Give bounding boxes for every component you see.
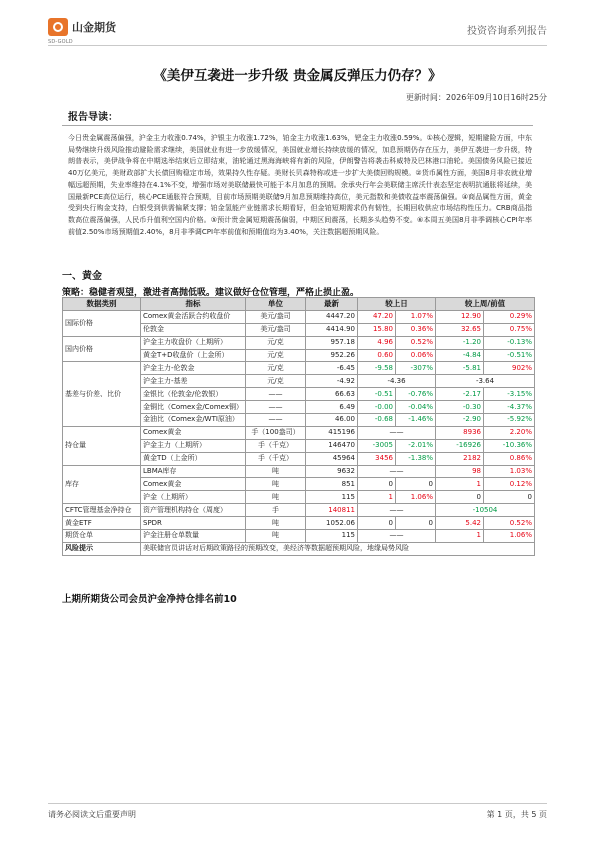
row-unit: 元/克 [246,349,306,362]
guide-text: 今日贵金属震荡偏强，沪金主力收涨0.74%，沪银主力收涨1.72%，铂金主力收涨1.63%，钯金主力收涨0.59%。①核心逻辑，短期避险方面，中东局势继续升级风险推动避险需求继续，美国就业有进一步放缓情况，美国就业增长持续放缓的情况，加息预期仍存在压力，美伊互袭进一步升级，特朗普表示，美伊战争将在中期选举结束后立即结束，油轮通过黑海海峡将有新的风险，伊朗警告将袭击科威特及巴林港口油轮。美国债务风险已接近40万亿美元，美财政部扩大长债回购稳定市场，效果持久性存疑。美财长贝森特称或进一步扩大美债回购规模。②货币属性方面，美国8月非农就业增幅远超预期，失业率维持在4.1%不变，增强市场对美联储最快可能于本月加息的预期。余承央行年会美联储主席沃什表态坚定表明抗通胀将延续，美国最新PCE高位运行，核心PCE通胀符合预期，目前市场预期美联储9月加息预期维持高位，美元指数和美债收益率震荡偏强。④商品属性方面，黄金受到央行购金支持，白银受到供需偏紧支撑；铂金氢能产业链需求长期看好，但金铂短期需求仍有韧性，长期回收供应市场结构性压力。CRB商品指数高位震荡偏强，人民币升值利空国内价格。⑤预计贵金属短期震荡偏弱，中期区间震荡，长期多头趋势不变。⑥本周五美国8月非季调核心CPI年率前值2.50%市场预期值2.40%，8月非季调CPI年率前值和预期值均为3.40%，关注数据超预期风险。 [68,133,532,236]
row-week-change-abs: 32.65 [436,323,484,336]
row-day-change-abs: 1 [358,491,396,504]
row-category: 持仓量 [63,426,141,465]
row-unit: 吨 [246,491,306,504]
row-indicator: 沪金主力收盘价（上期所） [141,336,246,349]
risk-row [63,542,535,555]
table-row [63,426,535,439]
row-day-change-abs: -3005 [358,439,396,452]
guide-heading: 报告导读： [68,112,118,123]
table-row [63,504,535,517]
row-week-change-pct: 0.12% [484,478,535,491]
row-unit: 手（千克） [246,439,306,452]
row-unit: —— [246,414,306,427]
row-indicator: Comex黄金 [141,478,246,491]
header-week-change: 较上周/前值 [436,298,535,311]
row-day-change: —— [358,504,436,517]
row-unit: 美元/盎司 [246,323,306,336]
row-latest: 4414.90 [306,323,358,336]
row-week-change-abs: 2182 [436,452,484,465]
row-latest: 46.00 [306,414,358,427]
row-day-change: -4.36 [358,375,436,388]
row-day-change: —— [358,426,436,439]
row-week-change-abs: -16926 [436,439,484,452]
guide-top-divider [62,125,533,126]
risk-text: 美联储官员讲话对后期政策路径的预期改变，美经济等数据超预期风险，地缘局势风险 [141,542,535,555]
row-day-change-abs: 0 [358,517,396,530]
row-unit: 手（100盎司） [246,426,306,439]
footer-disclaimer: 请务必阅读文后重要声明 [48,810,136,819]
row-week-change-pct: 0.52% [484,517,535,530]
row-week-change-abs: -2.17 [436,388,484,401]
row-week-change-abs: 8936 [436,426,484,439]
row-week-change-pct: 1.03% [484,465,535,478]
table-row [63,517,535,530]
row-week-change-pct: 2.20% [484,426,535,439]
row-indicator: 金铜比（Comex金/Comex铜） [141,401,246,414]
row-latest: 415196 [306,426,358,439]
row-day-change-abs: 15.80 [358,323,396,336]
row-unit: 手（千克） [246,452,306,465]
report-title: 《美伊互袭进一步升级 贵金属反弹压力仍存？》 [153,68,442,84]
row-unit: 美元/盎司 [246,310,306,323]
row-week-change-pct: 1.06% [484,530,535,543]
row-latest: -6.45 [306,362,358,375]
row-indicator: Comex黄金活跃合约收盘价 [141,310,246,323]
row-day-change-pct: 1.07% [396,310,436,323]
row-latest: 115 [306,491,358,504]
table-row [63,465,535,478]
row-week-change-abs: 1 [436,530,484,543]
row-latest: 957.18 [306,336,358,349]
row-latest: 146470 [306,439,358,452]
logo-text: 山金期货 [72,21,116,34]
row-week-change-pct: -0.51% [484,349,535,362]
row-unit: 手 [246,504,306,517]
row-week-change: -3.64 [436,375,535,388]
footer-divider [48,803,547,804]
logo-subtext: SD-GOLD [48,39,73,45]
top10-title: 上期所期货公司会员沪金净持仓排名前10 [62,594,237,605]
row-unit: 元/克 [246,336,306,349]
row-day-change-pct: 0 [396,517,436,530]
row-latest: 45964 [306,452,358,465]
table-row [63,336,535,349]
row-category: 黄金ETF [63,517,141,530]
row-week-change-abs: 0 [436,491,484,504]
footer-page: 第 1 页，共 5 页 [486,810,547,819]
row-latest: 4447.20 [306,310,358,323]
row-category: 库存 [63,465,141,504]
table-body [63,310,535,542]
row-week-change-abs: -5.81 [436,362,484,375]
row-day-change-abs: 3456 [358,452,396,465]
row-week-change-abs: 98 [436,465,484,478]
row-day-change-abs: -9.58 [358,362,396,375]
row-week-change-pct: -10.36% [484,439,535,452]
row-unit: 吨 [246,517,306,530]
row-day-change: —— [358,465,436,478]
table-row [63,530,535,543]
row-category: 国际价格 [63,310,141,336]
row-week-change-abs: -1.20 [436,336,484,349]
row-day-change-abs: 0.60 [358,349,396,362]
row-day-change-pct: 0.52% [396,336,436,349]
row-indicator: 沪金主力-基差 [141,375,246,388]
row-indicator: 金油比（Comex金/WTI原油） [141,414,246,427]
row-unit: 吨 [246,478,306,491]
row-day-change-pct: -2.01% [396,439,436,452]
row-day-change-pct: -307% [396,362,436,375]
gold-data-table [62,297,535,556]
row-latest: 9632 [306,465,358,478]
row-week-change-abs: -2.90 [436,414,484,427]
row-week-change-pct: -5.92% [484,414,535,427]
row-day-change-abs: -0.68 [358,414,396,427]
row-week-change-abs: 12.90 [436,310,484,323]
row-indicator: LBMA库存 [141,465,246,478]
row-week-change-pct: 0.75% [484,323,535,336]
row-day-change-abs: 4.96 [358,336,396,349]
row-latest: 952.26 [306,349,358,362]
header-day-change: 较上日 [358,298,436,311]
row-indicator: 沪金主力（上期所） [141,439,246,452]
row-day-change-pct: 1.06% [396,491,436,504]
row-indicator: 沪金主力-伦敦金 [141,362,246,375]
row-category: 期货仓单 [63,530,141,543]
row-indicator: 资产管理机构持仓（周度） [141,504,246,517]
section-title: 一、黄金 [62,271,102,282]
row-day-change: —— [358,530,436,543]
row-day-change-abs: -0.51 [358,388,396,401]
row-day-change-pct: -0.04% [396,401,436,414]
row-indicator: 沪金注册仓单数量 [141,530,246,543]
row-indicator: SPDR [141,517,246,530]
row-indicator: 黄金TD（上金所） [141,452,246,465]
row-unit: 元/克 [246,375,306,388]
row-week-change-pct: 0.29% [484,310,535,323]
row-latest: 115 [306,530,358,543]
row-latest: 851 [306,478,358,491]
row-latest: 66.63 [306,388,358,401]
row-category: CFTC管理基金净持仓 [63,504,141,517]
row-day-change-pct: 0 [396,478,436,491]
header-indicator: 指标 [141,298,246,311]
row-week-change-pct: -3.15% [484,388,535,401]
row-category: 国内价格 [63,336,141,362]
row-indicator: 伦敦金 [141,323,246,336]
table-header-row [63,298,535,311]
header-category: 数据类别 [63,298,141,311]
row-latest: -4.92 [306,375,358,388]
row-day-change-abs: 0 [358,478,396,491]
row-day-change-pct: -0.76% [396,388,436,401]
row-day-change-pct: 0.36% [396,323,436,336]
row-week-change-abs: -0.30 [436,401,484,414]
logo-mark-icon [48,18,68,36]
row-latest: 140811 [306,504,358,517]
row-week-change-pct: 0.86% [484,452,535,465]
update-time: 更新时间：2026年09月10日16时25分 [405,93,547,102]
row-category: 基差与价差、比价 [63,362,141,426]
row-unit: —— [246,388,306,401]
header-latest: 最新 [306,298,358,311]
row-unit: —— [246,401,306,414]
row-week-change-abs: 5.42 [436,517,484,530]
risk-label: 风险提示 [63,542,141,555]
row-day-change-abs: -0.00 [358,401,396,414]
row-week-change-pct: 0 [484,491,535,504]
row-indicator: 沪金（上期所） [141,491,246,504]
strategy-text: 策略：稳健者观望，激进者高抛低吸。建议做好仓位管理，严格止损止盈。 [62,288,360,298]
row-indicator: 金银比（伦敦金/伦敦银） [141,388,246,401]
row-latest: 1052.06 [306,517,358,530]
row-week-change-pct: -0.13% [484,336,535,349]
row-latest: 6.49 [306,401,358,414]
header-unit: 单位 [246,298,306,311]
row-week-change: -10504 [436,504,535,517]
row-unit: 吨 [246,530,306,543]
row-day-change-pct: -1.46% [396,414,436,427]
row-indicator: Comex黄金 [141,426,246,439]
row-day-change-pct: -1.38% [396,452,436,465]
header-divider [48,45,547,46]
company-logo [48,14,158,44]
row-week-change-pct: -4.37% [484,401,535,414]
table-row [63,310,535,323]
table-row [63,362,535,375]
row-week-change-abs: -4.84 [436,349,484,362]
row-unit: 吨 [246,465,306,478]
row-day-change-abs: 47.20 [358,310,396,323]
row-day-change-pct: 0.06% [396,349,436,362]
row-unit: 元/克 [246,362,306,375]
row-week-change-abs: 1 [436,478,484,491]
row-indicator: 黄金T+D收盘价（上金所） [141,349,246,362]
report-series: 投资咨询系列报告 [467,26,547,37]
row-week-change-pct: 902% [484,362,535,375]
